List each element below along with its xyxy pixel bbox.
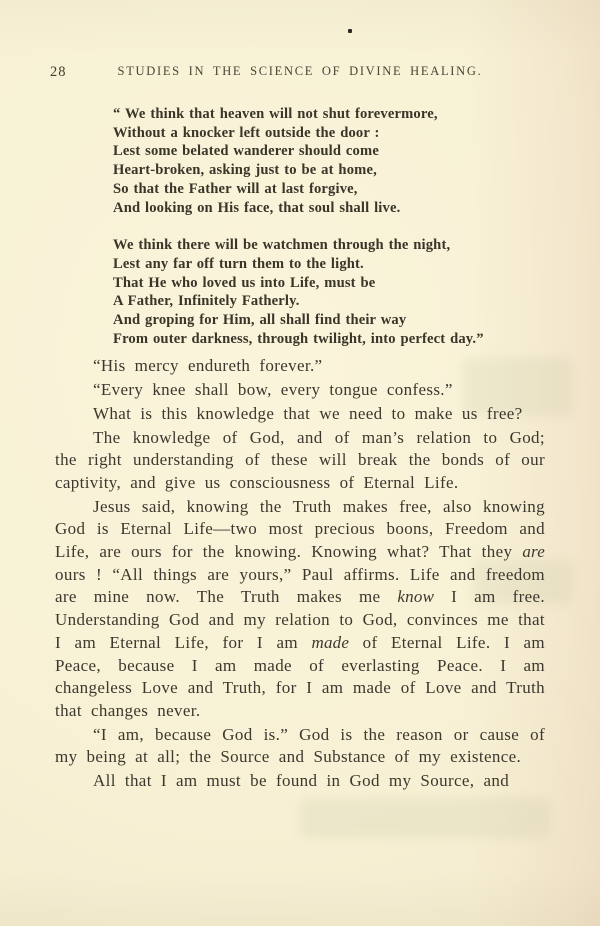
paragraph-quote-mercy: “His mercy endureth forever.”: [93, 356, 323, 376]
poem-line: That He who loved us into Life, must be: [113, 274, 376, 291]
poem-line: Lest any far off turn them to the light.: [113, 255, 364, 272]
poem-block: [113, 105, 545, 348]
poem-line: And groping for Him, all shall find their way: [113, 312, 407, 329]
page-number: 28: [50, 64, 67, 80]
paragraph-all-that-i-am: All that I am must be found in God my Source, and: [93, 771, 510, 791]
poem-line: “ We think that heaven will not shut forevermore,: [113, 106, 438, 122]
page-header: [50, 64, 545, 81]
paragraph-quote-knee: “Every knee shall bow, every tongue confess.”: [93, 380, 453, 400]
poem-stanza-2: [113, 236, 545, 348]
body-text: [55, 355, 545, 792]
paragraph-i-am-because: “I am, because God is.” God is the reason or cause of my being at all; the Source and Substance of my existence.: [55, 724, 545, 767]
poem-line: Heart-broken, asking just to be at home,: [113, 162, 377, 179]
paragraph-what-knowledge: What is this knowledge that we need to make us free?: [93, 403, 523, 423]
paragraph-knowledge-of-god: The knowledge of God, and of man’s relation to God; the right understanding of these will break the bonds of our captivity, and give us consciousness of Eternal Life.: [55, 427, 545, 492]
poem-line: From outer darkness, through twilight, into perfect day.”: [113, 330, 484, 347]
bleed-through-smudge: [300, 798, 550, 838]
poem-line: We think there will be watchmen through the night,: [113, 237, 451, 254]
poem-line: Lest some belated wanderer should come: [113, 143, 379, 160]
paragraph-jesus-said: Jesus said, knowing the Truth makes free, also knowing God is Eternal Life—two most precious boons, Freedom and Life, are ours for the knowing. Knowing what? That they are ours ! “All things are yours,” Paul affirms. Life and freedom are mine now. The Truth makes me know I am free. Understanding God and my relation to God, convinces me that I am Eternal Life, for I am made of Eternal Life. I am Peace, because I am made of everlasting Peace. I am changeless Love and Truth, for I am made of Love and Truth that changes never.: [55, 496, 545, 720]
running-title: STUDIES IN THE SCIENCE OF DIVINE HEALING.: [117, 64, 483, 78]
poem-line: So that the Father will at last forgive,: [113, 180, 358, 197]
poem-line: And looking on His face, that soul shall live.: [113, 199, 401, 216]
poem-stanza-1: [113, 105, 545, 217]
poem-line: A Father, Infinitely Fatherly.: [113, 293, 300, 310]
poem-line: Without a knocker left outside the door :: [113, 124, 380, 141]
